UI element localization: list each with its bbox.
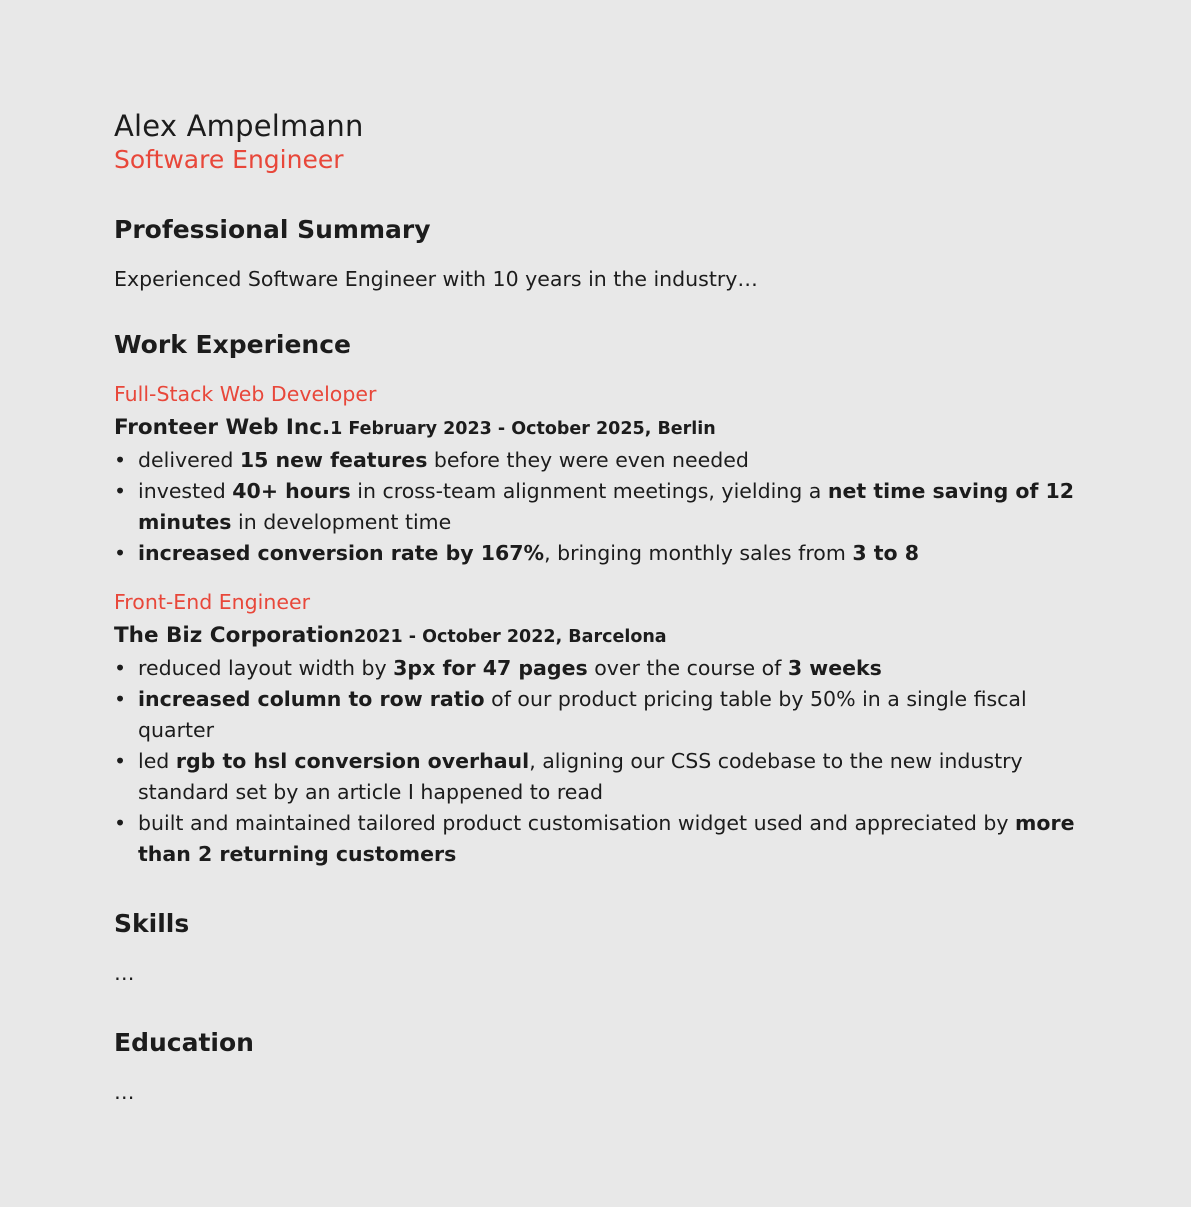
- bullet-text: before they were even needed: [427, 448, 749, 472]
- bullet-text: of our product pricing table by 50% in a single fiscal quarter: [138, 687, 1027, 742]
- job-entry: [114, 587, 1077, 870]
- job-company: Fronteer Web Inc.: [114, 415, 331, 440]
- bullet-item: [114, 476, 1077, 538]
- bullet-item: [114, 445, 1077, 476]
- bullet-dot-icon: •: [114, 656, 127, 680]
- bullet-text: in cross-team alignment meetings, yielding a: [350, 479, 828, 503]
- job-company: The Biz Corporation: [114, 623, 354, 648]
- bullet-dot-icon: •: [114, 479, 127, 503]
- skills-text: …: [114, 961, 135, 985]
- job-title: Full-Stack Web Developer: [114, 382, 377, 406]
- bullet-emphasis: increased conversion rate by 167%: [138, 541, 545, 565]
- section-title-work: Work Experience: [114, 330, 351, 359]
- job-dates: 2021 - October 2022, Barcelona: [353, 627, 667, 647]
- bullet-emphasis: more than 2 returning customers: [138, 811, 1075, 866]
- bullet-emphasis: 3 to 8: [852, 541, 920, 565]
- job-company-line: [114, 620, 1077, 653]
- job-bullets: [114, 653, 1077, 870]
- job-company-line: [114, 412, 1077, 445]
- bullet-emphasis: 40+ hours: [232, 479, 351, 503]
- bullet-emphasis: rgb to hsl conversion overhaul: [175, 749, 530, 773]
- bullet-emphasis: 3px for 47 pages: [393, 656, 588, 680]
- section-title-education: Education: [114, 1028, 254, 1057]
- section-title-skills: Skills: [114, 909, 190, 938]
- section-title-summary: Professional Summary: [114, 215, 431, 244]
- bullet-item: [114, 684, 1077, 746]
- bullet-item: [114, 808, 1077, 870]
- job-title: Front-End Engineer: [114, 590, 311, 614]
- bullet-item: [114, 538, 1077, 569]
- bullet-text: led: [138, 749, 176, 773]
- summary-text: Experienced Software Engineer with 10 years in the industry…: [114, 267, 758, 291]
- bullet-emphasis: increased column to row ratio: [138, 687, 485, 711]
- bullet-text: , bringing monthly sales from: [544, 541, 853, 565]
- bullet-emphasis: net time saving of 12 minutes: [138, 479, 1075, 534]
- bullet-emphasis: 15 new features: [239, 448, 428, 472]
- job-dates: 1 February 2023 - October 2025, Berlin: [330, 419, 716, 439]
- bullet-dot-icon: •: [114, 687, 127, 711]
- bullet-dot-icon: •: [114, 749, 127, 773]
- bullet-text: built and maintained tailored product customisation widget used and appreciated by: [138, 811, 1016, 835]
- bullet-text: , aligning our CSS codebase to the new industry standard set by an article I happened to read: [138, 749, 1023, 804]
- person-role: Software Engineer: [114, 145, 344, 174]
- bullet-item: [114, 746, 1077, 808]
- education-text: …: [114, 1080, 135, 1104]
- bullet-emphasis: 3 weeks: [787, 656, 882, 680]
- bullet-text: over the course of: [587, 656, 788, 680]
- bullet-text: delivered: [138, 448, 240, 472]
- job-bullets: [114, 445, 1077, 569]
- bullet-dot-icon: •: [114, 448, 127, 472]
- bullet-dot-icon: •: [114, 541, 127, 565]
- job-entry: [114, 379, 1077, 569]
- bullet-text: in development time: [231, 510, 452, 534]
- bullet-text: reduced layout width by: [138, 656, 394, 680]
- person-name: Alex Ampelmann: [114, 109, 364, 143]
- bullet-dot-icon: •: [114, 811, 127, 835]
- bullet-item: [114, 653, 1077, 684]
- bullet-text: invested: [138, 479, 233, 503]
